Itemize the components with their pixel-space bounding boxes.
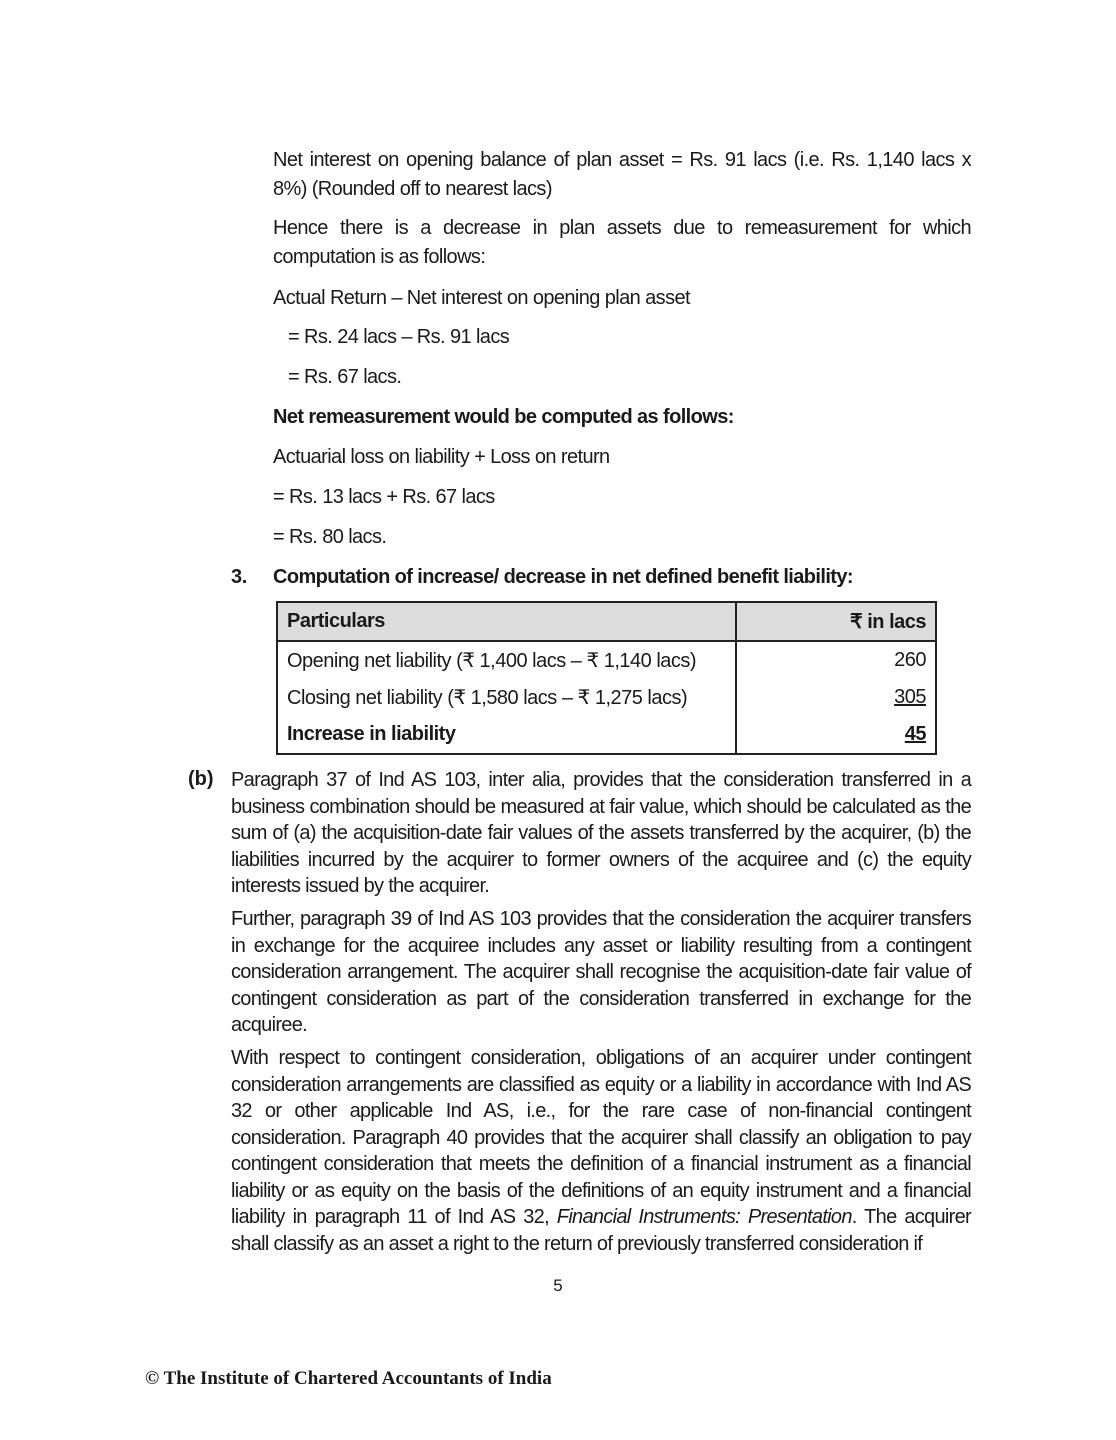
table-cell-value: 305 (894, 686, 926, 708)
table-row (277, 641, 936, 679)
heading-net-remeasurement: Net remeasurement would be computed as follows: (273, 406, 734, 428)
line-calc-2: = Rs. 67 lacs. (288, 366, 402, 388)
part-b-paragraph-2: Further, paragraph 39 of Ind AS 103 provides that the consideration the acquirer transfers in exchange for the acquiree includes any asset or liability resulting from a contingent consideration arrangement. The acquirer shall recognise the acquisition-date fair value of contingent consideration as part of the consideration transferred in exchange for the acquiree. (231, 908, 971, 1036)
part-b-paragraph-3 (231, 1045, 971, 1257)
table-cell-label: Increase in liability (277, 716, 736, 754)
page-number: 5 (553, 1276, 563, 1295)
table-row (277, 716, 936, 754)
line-actual-return: Actual Return – Net interest on opening plan asset (273, 287, 690, 309)
table-cell-label: Opening net liability (₹ 1,400 lacs – ₹ 1,140 lacs) (277, 641, 736, 679)
paragraph-decrease-plan-assets: Hence there is a decrease in plan assets due to remeasurement for which computation is as follows: (273, 217, 971, 268)
table-cell-value-cell (736, 679, 936, 716)
line-calc-1: = Rs. 24 lacs – Rs. 91 lacs (288, 326, 510, 348)
paragraph-net-interest: Net interest on opening balance of plan asset = Rs. 91 lacs (i.e. Rs. 1,140 lacs x 8%) (Rounded off to nearest lacs) (273, 149, 971, 200)
part-b-label: (b) (188, 768, 214, 790)
section-number: 3. (231, 566, 247, 588)
para3-italic-title: Financial Instruments: Presentation (556, 1206, 852, 1228)
section-title: Computation of increase/ decrease in net defined benefit liability: (273, 566, 853, 588)
line-calc-4: = Rs. 80 lacs. (273, 526, 387, 548)
table-cell-label: Closing net liability (₹ 1,580 lacs – ₹ 1,275 lacs) (277, 679, 736, 716)
table-total-value: 45 (904, 723, 926, 745)
liability-table (276, 601, 937, 755)
table-total-cell (736, 716, 936, 754)
para3-text-pre: With respect to contingent consideration, obligations of an acquirer under contingent consideration arrangements are classified as equity or a liability in accordance with Ind AS 32 or other applicable Ind AS, i.e., for the rare case of non-financial contingent consideration. Paragraph 40 provides that the acquirer shall classify an obligation to pay contingent consideration that meets the definition of a financial instrument as a financial liability or as equity on the basis of the definitions of an equity instrument and a financial liability in paragraph 11 of Ind AS 32, (231, 1047, 971, 1228)
table-header-particulars: Particulars (277, 602, 736, 641)
table-header-row (277, 602, 936, 641)
para3-text-post: . The acquirer shall classify as an asset a right to the return of previously transferred consideration if (231, 1206, 971, 1255)
table-header-amount: ₹ in lacs (736, 602, 936, 641)
part-b-paragraph-1: Paragraph 37 of Ind AS 103, inter alia, provides that the consideration transferred in a business combination should be measured at fair value, which should be calculated as the sum of (a) the acquisition-date fair values of the assets transferred by the acquirer, (b) the liabilities incurred by the acquirer to former owners of the acquiree and (c) the equity interests issued by the acquirer. (231, 769, 971, 897)
line-calc-3: = Rs. 13 lacs + Rs. 67 lacs (273, 486, 495, 508)
line-actuarial-loss: Actuarial loss on liability + Loss on return (273, 446, 610, 468)
footer-copyright: © The Institute of Chartered Accountants of India (145, 1368, 552, 1389)
table-row (277, 679, 936, 716)
table-cell-value: 260 (736, 641, 936, 679)
